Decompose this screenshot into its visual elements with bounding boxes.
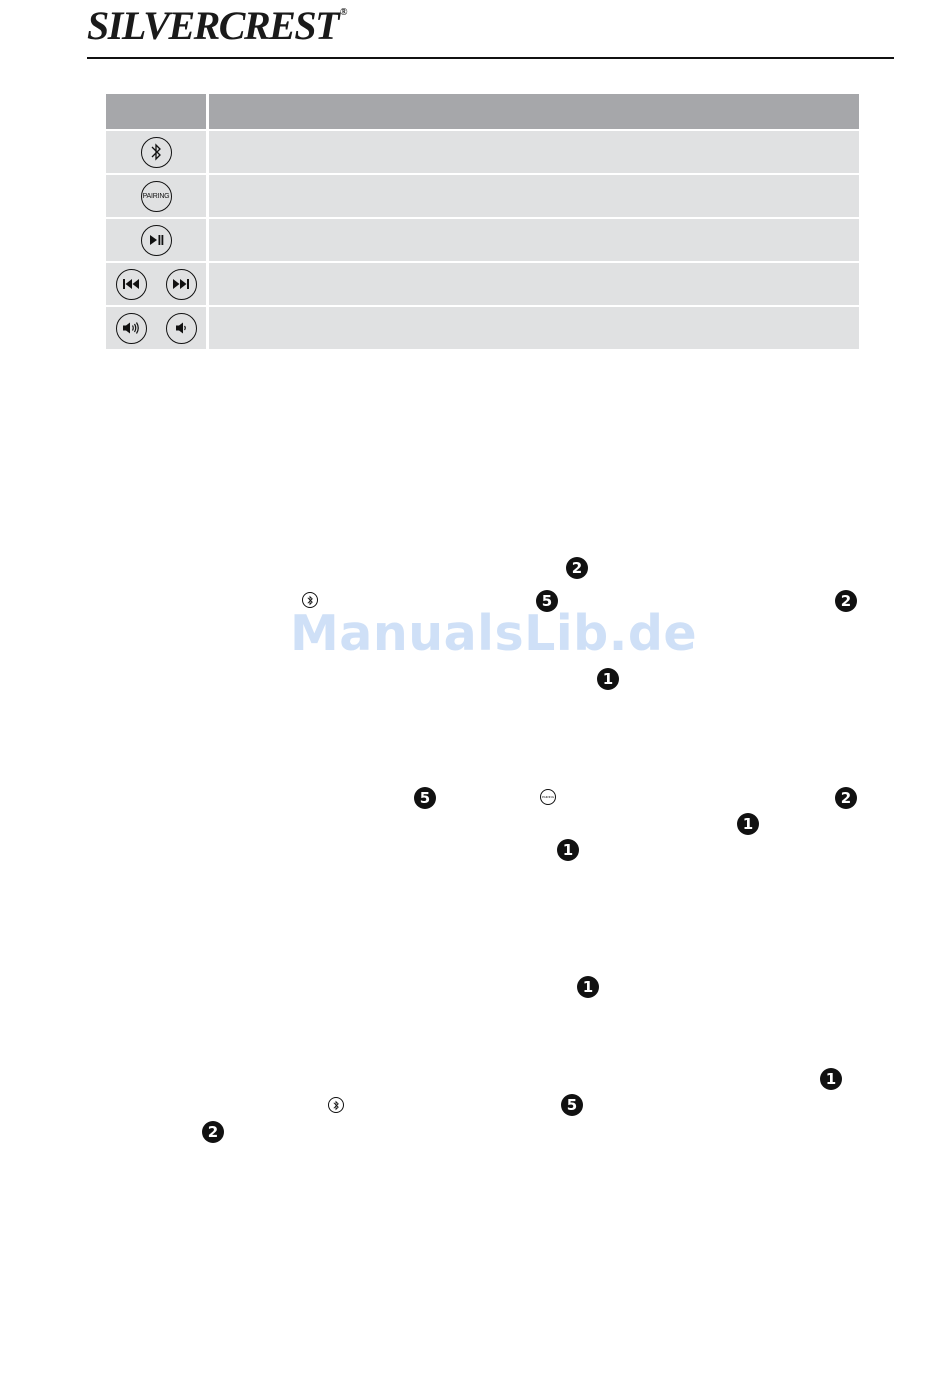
table-row [106,262,859,306]
callout-marker: 1 [577,976,599,998]
callout-marker: 1 [820,1068,842,1090]
watermark: ManualsLib.de [290,605,698,662]
pairing-icon: PAIRING [141,181,172,212]
table-row [106,218,859,262]
table-row [106,130,859,174]
header-rule [87,57,894,59]
callout-marker: 5 [414,787,436,809]
callout-marker: 2 [566,557,588,579]
table-row [106,174,859,218]
function-cell [208,218,860,262]
volume-up-icon [116,313,147,344]
bluetooth-icon [141,137,172,168]
callout-marker: 5 [536,590,558,612]
header-cell-function [208,94,860,130]
callout-marker: 2 [835,590,857,612]
function-cell [208,174,860,218]
callout-marker: 2 [202,1121,224,1143]
pairing-icon: PAIRING [540,789,556,805]
callout-marker: 2 [835,787,857,809]
header-cell-symbol [106,94,208,130]
table-row [106,306,859,349]
function-cell [208,306,860,349]
play-pause-icon [141,225,172,256]
volume-down-icon [166,313,197,344]
callout-marker: 5 [561,1094,583,1116]
bluetooth-icon [328,1097,344,1113]
callout-marker: 1 [737,813,759,835]
previous-track-icon [116,269,147,300]
function-cell [208,262,860,306]
callout-marker: 1 [557,839,579,861]
controls-table [106,94,859,349]
table-header-row [106,94,859,130]
function-cell [208,130,860,174]
callout-marker: 1 [597,668,619,690]
brand-logo: SILVERCREST ® [87,3,348,48]
next-track-icon [166,269,197,300]
